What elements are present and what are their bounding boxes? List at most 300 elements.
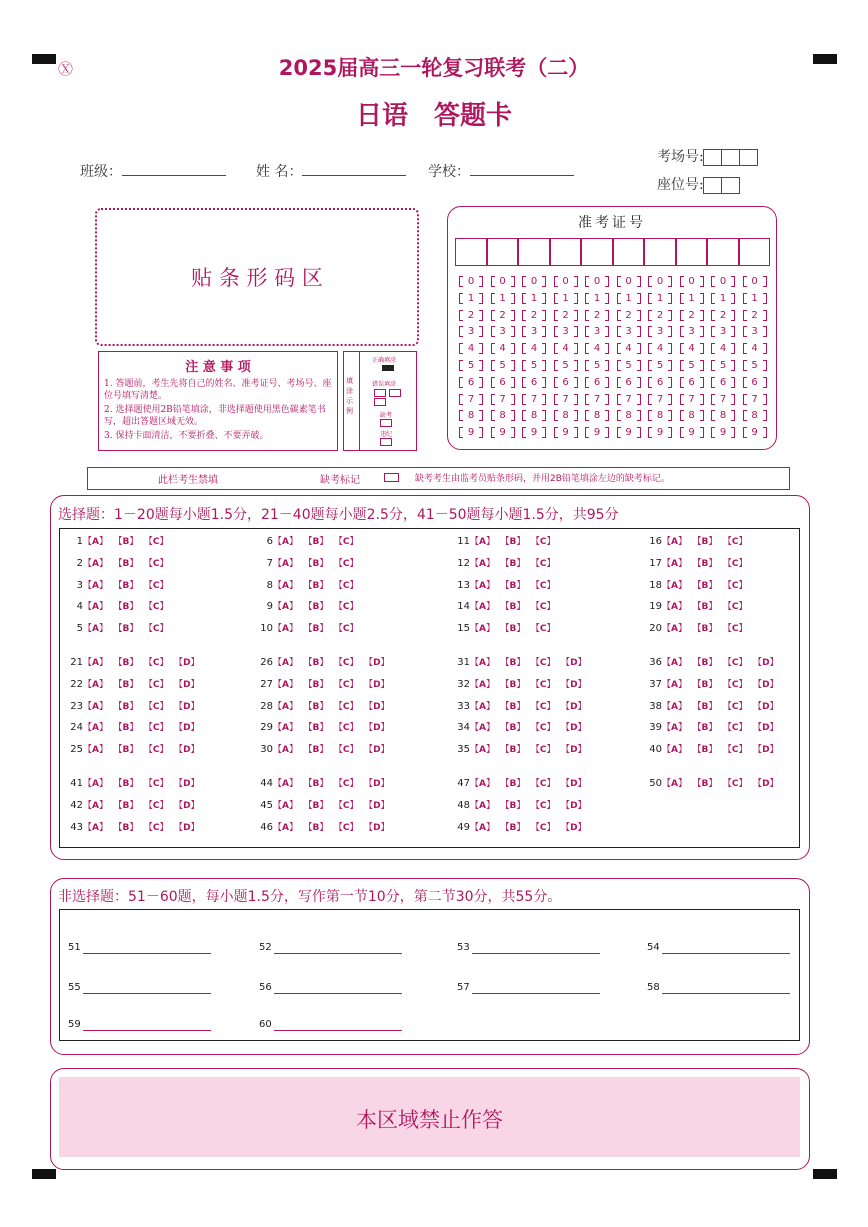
answer-bubble[interactable]: 【B】 — [505, 580, 526, 591]
exam-digit-bubble[interactable]: 6 — [617, 377, 641, 388]
exam-digit-bubble[interactable]: 2 — [617, 310, 641, 321]
exam-digit-bubble[interactable]: 9 — [743, 427, 767, 438]
answer-bubble[interactable]: 【B】 — [118, 624, 139, 635]
exam-number-cell[interactable] — [487, 238, 519, 266]
answer-bubble[interactable]: 【A】 — [470, 580, 495, 591]
answer-bubble[interactable]: 【A】 — [662, 658, 687, 668]
exam-digit-bubble[interactable]: 2 — [522, 310, 546, 321]
written-answer-line[interactable] — [68, 1019, 211, 1031]
exam-digit-bubble[interactable]: 7 — [554, 394, 578, 405]
answer-bubble[interactable]: 【A】 — [83, 745, 108, 756]
answer-bubble[interactable]: 【D】 — [757, 779, 779, 789]
answer-bubble[interactable]: 【C】 — [338, 723, 359, 734]
answer-bubble[interactable]: 【D】 — [368, 679, 390, 690]
answer-bubble[interactable]: 【B】 — [697, 602, 718, 613]
exam-digit-bubble[interactable]: 8 — [617, 410, 641, 421]
answer-bubble[interactable]: 【C】 — [148, 701, 169, 712]
answer-bubble[interactable]: 【C】 — [535, 779, 556, 789]
answer-bubble[interactable]: 【D】 — [368, 822, 390, 833]
seat-field[interactable] — [657, 174, 740, 194]
answer-bubble[interactable]: 【A】 — [470, 679, 495, 690]
exam-digit-bubble[interactable]: 0 — [680, 276, 704, 287]
answer-bubble[interactable]: 【A】 — [662, 779, 687, 789]
answer-bubble[interactable]: 【B】 — [308, 624, 329, 635]
answer-bubble[interactable]: 【B】 — [505, 723, 526, 734]
exam-digit-bubble[interactable]: 7 — [522, 394, 546, 405]
answer-bubble[interactable]: 【A】 — [470, 602, 495, 613]
exam-digit-bubble[interactable]: 6 — [522, 377, 546, 388]
exam-digit-bubble[interactable]: 0 — [617, 276, 641, 287]
answer-bubble[interactable]: 【B】 — [308, 558, 329, 569]
answer-bubble[interactable]: 【B】 — [308, 745, 329, 756]
answer-bubble[interactable]: 【B】 — [118, 701, 139, 712]
answer-bubble[interactable]: 【C】 — [338, 602, 359, 613]
exam-digit-bubble[interactable]: 3 — [680, 326, 704, 337]
answer-bubble[interactable]: 【B】 — [308, 602, 329, 613]
answer-bubble[interactable]: 【B】 — [505, 701, 526, 712]
exam-digit-bubble[interactable]: 5 — [491, 360, 515, 371]
answer-bubble[interactable]: 【C】 — [535, 679, 556, 690]
answer-bubble[interactable]: 【C】 — [727, 602, 748, 613]
absent-mark-box[interactable] — [384, 473, 399, 482]
answer-bubble[interactable]: 【D】 — [757, 658, 779, 668]
answer-bubble[interactable]: 【A】 — [83, 701, 108, 712]
answer-bubble[interactable]: 【A】 — [83, 679, 108, 690]
exam-digit-bubble[interactable]: 2 — [680, 310, 704, 321]
answer-bubble[interactable]: 【D】 — [565, 658, 587, 668]
answer-bubble[interactable]: 【A】 — [273, 602, 298, 613]
exam-room-field[interactable] — [657, 146, 758, 166]
exam-digit-bubble[interactable]: 1 — [459, 293, 483, 304]
answer-bubble[interactable]: 【C】 — [535, 602, 556, 613]
answer-bubble[interactable]: 【B】 — [697, 580, 718, 591]
answer-bubble[interactable]: 【B】 — [308, 822, 329, 833]
answer-bubble[interactable]: 【A】 — [273, 558, 298, 569]
exam-digit-bubble[interactable]: 3 — [711, 326, 735, 337]
answer-bubble[interactable]: 【A】 — [470, 723, 495, 734]
answer-bubble[interactable]: 【A】 — [662, 679, 687, 690]
exam-digit-bubble[interactable]: 7 — [617, 394, 641, 405]
answer-bubble[interactable]: 【B】 — [697, 701, 718, 712]
answer-bubble[interactable]: 【A】 — [83, 779, 108, 789]
exam-digit-bubble[interactable]: 1 — [554, 293, 578, 304]
answer-bubble[interactable]: 【B】 — [118, 723, 139, 734]
exam-digit-bubble[interactable]: 3 — [522, 326, 546, 337]
written-answer-line[interactable] — [647, 982, 790, 994]
exam-digit-bubble[interactable]: 1 — [617, 293, 641, 304]
exam-digit-bubble[interactable]: 4 — [585, 343, 609, 354]
answer-bubble[interactable]: 【B】 — [118, 658, 139, 668]
exam-digit-bubble[interactable]: 6 — [459, 377, 483, 388]
answer-bubble[interactable]: 【C】 — [535, 723, 556, 734]
answer-bubble[interactable]: 【A】 — [470, 658, 495, 668]
answer-bubble[interactable]: 【C】 — [727, 745, 748, 756]
answer-bubble[interactable]: 【B】 — [118, 679, 139, 690]
answer-bubble[interactable]: 【A】 — [83, 537, 108, 547]
exam-number-cell[interactable] — [455, 238, 487, 266]
answer-bubble[interactable]: 【B】 — [505, 779, 526, 789]
exam-digit-bubble[interactable]: 2 — [648, 310, 672, 321]
answer-bubble[interactable]: 【B】 — [308, 800, 329, 811]
answer-bubble[interactable]: 【D】 — [368, 800, 390, 811]
written-answer-line[interactable] — [259, 1019, 402, 1031]
answer-bubble[interactable]: 【C】 — [148, 602, 169, 613]
answer-bubble[interactable]: 【D】 — [178, 658, 200, 668]
exam-digit-bubble[interactable]: 8 — [711, 410, 735, 421]
answer-bubble[interactable]: 【B】 — [118, 800, 139, 811]
exam-digit-bubble[interactable]: 7 — [711, 394, 735, 405]
answer-bubble[interactable]: 【D】 — [368, 745, 390, 756]
exam-number-cell[interactable] — [550, 238, 582, 266]
answer-bubble[interactable]: 【A】 — [273, 723, 298, 734]
answer-bubble[interactable]: 【B】 — [505, 624, 526, 635]
answer-bubble[interactable]: 【C】 — [535, 537, 556, 547]
answer-bubble[interactable]: 【B】 — [308, 723, 329, 734]
exam-digit-bubble[interactable]: 6 — [554, 377, 578, 388]
answer-bubble[interactable]: 【C】 — [535, 580, 556, 591]
exam-digit-bubble[interactable]: 7 — [680, 394, 704, 405]
exam-digit-bubble[interactable]: 0 — [711, 276, 735, 287]
exam-digit-bubble[interactable]: 2 — [554, 310, 578, 321]
answer-bubble[interactable]: 【B】 — [505, 822, 526, 833]
exam-digit-bubble[interactable]: 4 — [648, 343, 672, 354]
exam-digit-bubble[interactable]: 5 — [680, 360, 704, 371]
exam-number-cell[interactable] — [518, 238, 550, 266]
answer-bubble[interactable]: 【B】 — [505, 602, 526, 613]
answer-bubble[interactable]: 【C】 — [535, 701, 556, 712]
answer-bubble[interactable]: 【C】 — [727, 779, 748, 789]
exam-digit-bubble[interactable]: 0 — [459, 276, 483, 287]
exam-number-cell[interactable] — [581, 238, 613, 266]
answer-bubble[interactable]: 【C】 — [148, 822, 169, 833]
exam-digit-bubble[interactable]: 9 — [554, 427, 578, 438]
answer-bubble[interactable]: 【B】 — [697, 658, 718, 668]
exam-digit-bubble[interactable]: 1 — [648, 293, 672, 304]
exam-digit-bubble[interactable]: 1 — [585, 293, 609, 304]
answer-bubble[interactable]: 【C】 — [338, 822, 359, 833]
answer-bubble[interactable]: 【D】 — [368, 701, 390, 712]
exam-digit-bubble[interactable]: 1 — [522, 293, 546, 304]
exam-digit-bubble[interactable]: 7 — [648, 394, 672, 405]
exam-digit-bubble[interactable]: 4 — [617, 343, 641, 354]
answer-bubble[interactable]: 【C】 — [338, 580, 359, 591]
answer-bubble[interactable]: 【D】 — [565, 745, 587, 756]
answer-bubble[interactable]: 【D】 — [565, 701, 587, 712]
written-answer-line[interactable] — [457, 982, 600, 994]
answer-bubble[interactable]: 【D】 — [368, 658, 390, 668]
answer-bubble[interactable]: 【B】 — [697, 558, 718, 569]
answer-bubble[interactable]: 【C】 — [727, 658, 748, 668]
answer-bubble[interactable]: 【C】 — [727, 580, 748, 591]
exam-digit-bubble[interactable]: 3 — [743, 326, 767, 337]
answer-bubble[interactable]: 【A】 — [662, 723, 687, 734]
answer-bubble[interactable]: 【C】 — [338, 537, 359, 547]
answer-bubble[interactable]: 【B】 — [308, 537, 329, 547]
exam-digit-bubble[interactable]: 9 — [585, 427, 609, 438]
exam-digit-bubble[interactable]: 8 — [491, 410, 515, 421]
answer-bubble[interactable]: 【A】 — [273, 679, 298, 690]
answer-bubble[interactable]: 【B】 — [697, 723, 718, 734]
answer-bubble[interactable]: 【D】 — [178, 745, 200, 756]
exam-digit-bubble[interactable]: 4 — [522, 343, 546, 354]
school-field[interactable] — [428, 161, 574, 181]
exam-digit-bubble[interactable]: 6 — [711, 377, 735, 388]
exam-digit-bubble[interactable]: 5 — [554, 360, 578, 371]
exam-digit-bubble[interactable]: 1 — [680, 293, 704, 304]
exam-digit-bubble[interactable]: 0 — [743, 276, 767, 287]
exam-digit-bubble[interactable]: 9 — [648, 427, 672, 438]
answer-bubble[interactable]: 【C】 — [148, 558, 169, 569]
answer-bubble[interactable]: 【A】 — [273, 779, 298, 789]
exam-digit-bubble[interactable]: 4 — [680, 343, 704, 354]
exam-digit-bubble[interactable]: 9 — [459, 427, 483, 438]
exam-digit-bubble[interactable]: 5 — [711, 360, 735, 371]
answer-bubble[interactable]: 【D】 — [565, 723, 587, 734]
exam-digit-bubble[interactable]: 7 — [743, 394, 767, 405]
name-field[interactable] — [256, 161, 406, 181]
answer-bubble[interactable]: 【A】 — [83, 723, 108, 734]
answer-bubble[interactable]: 【C】 — [727, 723, 748, 734]
answer-bubble[interactable]: 【A】 — [83, 800, 108, 811]
answer-bubble[interactable]: 【A】 — [662, 745, 687, 756]
answer-bubble[interactable]: 【B】 — [505, 558, 526, 569]
exam-digit-bubble[interactable]: 9 — [711, 427, 735, 438]
exam-digit-bubble[interactable]: 2 — [459, 310, 483, 321]
answer-bubble[interactable]: 【A】 — [662, 701, 687, 712]
answer-bubble[interactable]: 【C】 — [727, 679, 748, 690]
answer-bubble[interactable]: 【C】 — [338, 558, 359, 569]
answer-bubble[interactable]: 【B】 — [308, 580, 329, 591]
exam-number-cell[interactable] — [739, 238, 771, 266]
exam-digit-bubble[interactable]: 4 — [554, 343, 578, 354]
exam-digit-bubble[interactable]: 0 — [585, 276, 609, 287]
answer-bubble[interactable]: 【C】 — [338, 624, 359, 635]
answer-bubble[interactable]: 【C】 — [535, 624, 556, 635]
written-answer-line[interactable] — [647, 942, 790, 954]
answer-bubble[interactable]: 【C】 — [148, 800, 169, 811]
answer-bubble[interactable]: 【C】 — [148, 658, 169, 668]
answer-bubble[interactable]: 【C】 — [338, 779, 359, 789]
exam-digit-bubble[interactable]: 8 — [648, 410, 672, 421]
answer-bubble[interactable]: 【D】 — [757, 745, 779, 756]
answer-bubble[interactable]: 【C】 — [727, 624, 748, 635]
exam-digit-bubble[interactable]: 5 — [522, 360, 546, 371]
exam-digit-bubble[interactable]: 4 — [491, 343, 515, 354]
exam-digit-bubble[interactable]: 7 — [491, 394, 515, 405]
answer-bubble[interactable]: 【C】 — [148, 779, 169, 789]
exam-digit-bubble[interactable]: 8 — [522, 410, 546, 421]
answer-bubble[interactable]: 【B】 — [118, 602, 139, 613]
written-answer-line[interactable] — [68, 982, 211, 994]
answer-bubble[interactable]: 【D】 — [565, 679, 587, 690]
answer-bubble[interactable]: 【B】 — [697, 537, 718, 547]
exam-digit-bubble[interactable]: 8 — [585, 410, 609, 421]
exam-number-cell[interactable] — [676, 238, 708, 266]
exam-digit-bubble[interactable]: 3 — [648, 326, 672, 337]
exam-digit-bubble[interactable]: 7 — [585, 394, 609, 405]
answer-bubble[interactable]: 【B】 — [308, 779, 329, 789]
exam-digit-bubble[interactable]: 5 — [617, 360, 641, 371]
answer-bubble[interactable]: 【B】 — [118, 558, 139, 569]
answer-bubble[interactable]: 【A】 — [662, 558, 687, 569]
exam-digit-bubble[interactable]: 3 — [459, 326, 483, 337]
answer-bubble[interactable]: 【A】 — [470, 800, 495, 811]
answer-bubble[interactable]: 【B】 — [697, 745, 718, 756]
answer-bubble[interactable]: 【C】 — [338, 745, 359, 756]
exam-digit-bubble[interactable]: 2 — [711, 310, 735, 321]
answer-bubble[interactable]: 【C】 — [148, 537, 169, 547]
answer-bubble[interactable]: 【C】 — [535, 822, 556, 833]
exam-digit-bubble[interactable]: 5 — [585, 360, 609, 371]
exam-digit-bubble[interactable]: 4 — [743, 343, 767, 354]
answer-bubble[interactable]: 【C】 — [727, 558, 748, 569]
exam-digit-bubble[interactable]: 0 — [491, 276, 515, 287]
exam-digit-bubble[interactable]: 4 — [459, 343, 483, 354]
answer-bubble[interactable]: 【C】 — [338, 800, 359, 811]
answer-bubble[interactable]: 【B】 — [118, 779, 139, 789]
violation-checkbox[interactable] — [380, 438, 392, 446]
exam-digit-bubble[interactable]: 3 — [617, 326, 641, 337]
answer-bubble[interactable]: 【D】 — [178, 723, 200, 734]
answer-bubble[interactable]: 【D】 — [178, 779, 200, 789]
answer-bubble[interactable]: 【A】 — [83, 602, 108, 613]
answer-bubble[interactable]: 【A】 — [470, 822, 495, 833]
answer-bubble[interactable]: 【B】 — [505, 800, 526, 811]
answer-bubble[interactable]: 【A】 — [470, 779, 495, 789]
exam-digit-bubble[interactable]: 0 — [554, 276, 578, 287]
answer-bubble[interactable]: 【A】 — [83, 580, 108, 591]
exam-digit-bubble[interactable]: 3 — [585, 326, 609, 337]
answer-bubble[interactable]: 【C】 — [338, 701, 359, 712]
absent-checkbox[interactable] — [380, 419, 392, 427]
answer-bubble[interactable]: 【C】 — [148, 679, 169, 690]
exam-digit-bubble[interactable]: 8 — [554, 410, 578, 421]
exam-digit-bubble[interactable]: 6 — [743, 377, 767, 388]
answer-bubble[interactable]: 【A】 — [470, 537, 495, 547]
exam-digit-bubble[interactable]: 1 — [491, 293, 515, 304]
answer-bubble[interactable]: 【A】 — [662, 580, 687, 591]
answer-bubble[interactable]: 【D】 — [178, 701, 200, 712]
answer-bubble[interactable]: 【A】 — [273, 701, 298, 712]
exam-number-cell[interactable] — [707, 238, 739, 266]
answer-bubble[interactable]: 【A】 — [273, 624, 298, 635]
exam-digit-bubble[interactable]: 2 — [585, 310, 609, 321]
answer-bubble[interactable]: 【B】 — [308, 679, 329, 690]
answer-bubble[interactable]: 【A】 — [662, 624, 687, 635]
answer-bubble[interactable]: 【B】 — [308, 658, 329, 668]
answer-bubble[interactable]: 【A】 — [470, 558, 495, 569]
answer-bubble[interactable]: 【B】 — [118, 580, 139, 591]
exam-digit-bubble[interactable]: 5 — [648, 360, 672, 371]
answer-bubble[interactable]: 【C】 — [338, 658, 359, 668]
exam-digit-bubble[interactable]: 5 — [743, 360, 767, 371]
answer-bubble[interactable]: 【B】 — [118, 537, 139, 547]
exam-digit-bubble[interactable]: 6 — [648, 377, 672, 388]
answer-bubble[interactable]: 【B】 — [697, 679, 718, 690]
answer-bubble[interactable]: 【A】 — [470, 701, 495, 712]
answer-bubble[interactable]: 【A】 — [273, 822, 298, 833]
exam-digit-bubble[interactable]: 4 — [711, 343, 735, 354]
exam-digit-bubble[interactable]: 6 — [585, 377, 609, 388]
exam-digit-bubble[interactable]: 8 — [680, 410, 704, 421]
answer-bubble[interactable]: 【C】 — [148, 624, 169, 635]
exam-digit-bubble[interactable]: 7 — [459, 394, 483, 405]
answer-bubble[interactable]: 【D】 — [178, 800, 200, 811]
exam-digit-bubble[interactable]: 0 — [522, 276, 546, 287]
answer-bubble[interactable]: 【D】 — [757, 723, 779, 734]
answer-bubble[interactable]: 【C】 — [148, 745, 169, 756]
answer-bubble[interactable]: 【D】 — [565, 779, 587, 789]
answer-bubble[interactable]: 【A】 — [83, 658, 108, 668]
answer-bubble[interactable]: 【B】 — [118, 822, 139, 833]
answer-bubble[interactable]: 【D】 — [178, 679, 200, 690]
exam-digit-bubble[interactable]: 6 — [680, 377, 704, 388]
answer-bubble[interactable]: 【A】 — [662, 537, 687, 547]
answer-bubble[interactable]: 【A】 — [273, 658, 298, 668]
answer-bubble[interactable]: 【C】 — [535, 558, 556, 569]
answer-bubble[interactable]: 【B】 — [505, 679, 526, 690]
exam-digit-bubble[interactable]: 6 — [491, 377, 515, 388]
answer-bubble[interactable]: 【A】 — [83, 822, 108, 833]
answer-bubble[interactable]: 【D】 — [565, 800, 587, 811]
answer-bubble[interactable]: 【A】 — [273, 800, 298, 811]
exam-digit-bubble[interactable]: 9 — [617, 427, 641, 438]
answer-bubble[interactable]: 【A】 — [470, 624, 495, 635]
answer-bubble[interactable]: 【C】 — [727, 537, 748, 547]
answer-bubble[interactable]: 【C】 — [338, 679, 359, 690]
exam-digit-bubble[interactable]: 2 — [743, 310, 767, 321]
answer-bubble[interactable]: 【B】 — [697, 624, 718, 635]
answer-bubble[interactable]: 【A】 — [273, 745, 298, 756]
answer-bubble[interactable]: 【B】 — [505, 745, 526, 756]
answer-bubble[interactable]: 【C】 — [535, 658, 556, 668]
answer-bubble[interactable]: 【D】 — [757, 701, 779, 712]
written-answer-line[interactable] — [259, 942, 402, 954]
exam-digit-bubble[interactable]: 5 — [459, 360, 483, 371]
exam-digit-bubble[interactable]: 9 — [491, 427, 515, 438]
answer-bubble[interactable]: 【A】 — [662, 602, 687, 613]
answer-bubble[interactable]: 【A】 — [273, 537, 298, 547]
exam-digit-bubble[interactable]: 3 — [491, 326, 515, 337]
exam-digit-bubble[interactable]: 3 — [554, 326, 578, 337]
answer-bubble[interactable]: 【B】 — [505, 658, 526, 668]
exam-digit-bubble[interactable]: 9 — [680, 427, 704, 438]
written-answer-line[interactable] — [68, 942, 211, 954]
written-answer-line[interactable] — [457, 942, 600, 954]
exam-digit-bubble[interactable]: 8 — [459, 410, 483, 421]
answer-bubble[interactable]: 【D】 — [368, 779, 390, 789]
answer-bubble[interactable]: 【B】 — [505, 537, 526, 547]
answer-bubble[interactable]: 【D】 — [565, 822, 587, 833]
answer-bubble[interactable]: 【D】 — [178, 822, 200, 833]
answer-bubble[interactable]: 【D】 — [368, 723, 390, 734]
answer-bubble[interactable]: 【A】 — [83, 558, 108, 569]
exam-digit-bubble[interactable]: 9 — [522, 427, 546, 438]
answer-bubble[interactable]: 【C】 — [535, 745, 556, 756]
answer-bubble[interactable]: 【A】 — [273, 580, 298, 591]
written-answer-line[interactable] — [259, 982, 402, 994]
answer-bubble[interactable]: 【C】 — [148, 580, 169, 591]
answer-bubble[interactable]: 【A】 — [83, 624, 108, 635]
answer-bubble[interactable]: 【A】 — [470, 745, 495, 756]
exam-digit-bubble[interactable]: 1 — [743, 293, 767, 304]
exam-digit-bubble[interactable]: 0 — [648, 276, 672, 287]
answer-bubble[interactable]: 【C】 — [535, 800, 556, 811]
answer-bubble[interactable]: 【D】 — [757, 679, 779, 690]
answer-bubble[interactable]: 【B】 — [308, 701, 329, 712]
exam-digit-bubble[interactable]: 1 — [711, 293, 735, 304]
exam-digit-bubble[interactable]: 8 — [743, 410, 767, 421]
